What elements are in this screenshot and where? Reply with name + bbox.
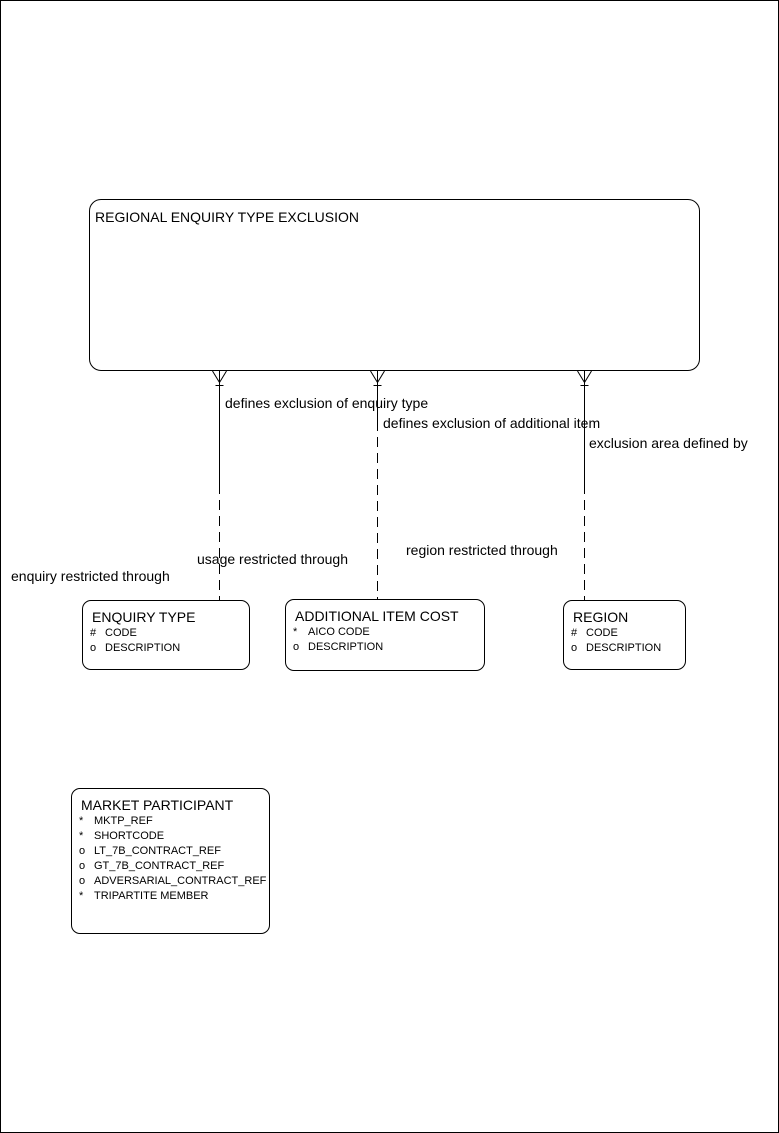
attribute-name: GT_7B_CONTRACT_REF <box>94 860 225 872</box>
attribute-marker: # <box>571 627 578 639</box>
entity-title: ENQUIRY TYPE <box>92 609 196 625</box>
attribute-name: DESCRIPTION <box>586 642 662 654</box>
crow-foot-icon <box>371 371 385 383</box>
attribute-marker: # <box>90 627 97 639</box>
entity-regional-enquiry-type-exclusion <box>89 199 700 371</box>
attribute-marker: o <box>79 875 86 887</box>
attribute-name: CODE <box>105 627 137 639</box>
attribute-row <box>564 641 685 656</box>
attribute-marker: * <box>79 815 84 827</box>
attribute-name: AICO CODE <box>308 626 370 638</box>
attribute-marker: o <box>90 642 97 654</box>
attribute-row <box>72 814 269 829</box>
attribute-name: CODE <box>586 627 618 639</box>
attribute-marker: o <box>79 860 86 872</box>
attribute-name: DESCRIPTION <box>308 641 384 653</box>
entity-market-participant <box>71 788 270 934</box>
entity-title: REGION <box>573 609 629 625</box>
attribute-name: ADVERSARIAL_CONTRACT_REF <box>94 875 267 887</box>
attribute-marker: * <box>79 830 84 842</box>
attribute-row <box>72 829 269 844</box>
relationship-label-usage-restricted-through: usage restricted through <box>197 551 348 567</box>
relationship-label-enquiry-restricted-through: enquiry restricted through <box>11 568 170 584</box>
entity-title: REGIONAL ENQUIRY TYPE EXCLUSION <box>95 209 360 225</box>
attribute-name: MKTP_REF <box>94 815 153 827</box>
entity-region <box>563 600 686 670</box>
attribute-marker: * <box>293 626 298 638</box>
attribute-row <box>286 625 484 640</box>
attribute-name: DESCRIPTION <box>105 642 181 654</box>
attribute-marker: o <box>79 845 86 857</box>
entity-title: MARKET PARTICIPANT <box>81 797 234 813</box>
attribute-marker: o <box>293 641 300 653</box>
attribute-row <box>72 874 269 889</box>
attribute-row <box>286 640 484 655</box>
relationship-connectors <box>1 1 779 1133</box>
attribute-marker: o <box>571 642 578 654</box>
attribute-name: LT_7B_CONTRACT_REF <box>94 845 221 857</box>
attribute-list <box>83 626 249 656</box>
entity-title: ADDITIONAL ITEM COST <box>295 608 459 624</box>
attribute-list <box>286 625 484 655</box>
attribute-marker: * <box>79 890 84 902</box>
attribute-row <box>564 626 685 641</box>
attribute-row <box>72 889 269 904</box>
attribute-name: TRIPARTITE MEMBER <box>94 890 209 902</box>
crow-foot-icon <box>213 371 227 383</box>
connector-region <box>578 371 592 600</box>
attribute-list <box>72 814 269 904</box>
relationship-label-defines-exclusion-of-enquiry-type: defines exclusion of enquiry type <box>225 395 429 411</box>
relationship-label-defines-exclusion-of-additional-item: defines exclusion of additional item <box>383 415 601 431</box>
entity-enquiry-type <box>82 600 250 670</box>
crow-foot-icon <box>578 371 592 383</box>
attribute-row <box>83 641 249 656</box>
attribute-row <box>72 844 269 859</box>
entity-additional-item-cost <box>285 599 485 671</box>
attribute-row <box>83 626 249 641</box>
attribute-row <box>72 859 269 874</box>
attribute-name: SHORTCODE <box>94 830 165 842</box>
attribute-list <box>564 626 685 656</box>
relationship-label-region-restricted-through: region restricted through <box>406 542 558 558</box>
relationship-label-exclusion-area-defined-by: exclusion area defined by <box>589 435 748 451</box>
